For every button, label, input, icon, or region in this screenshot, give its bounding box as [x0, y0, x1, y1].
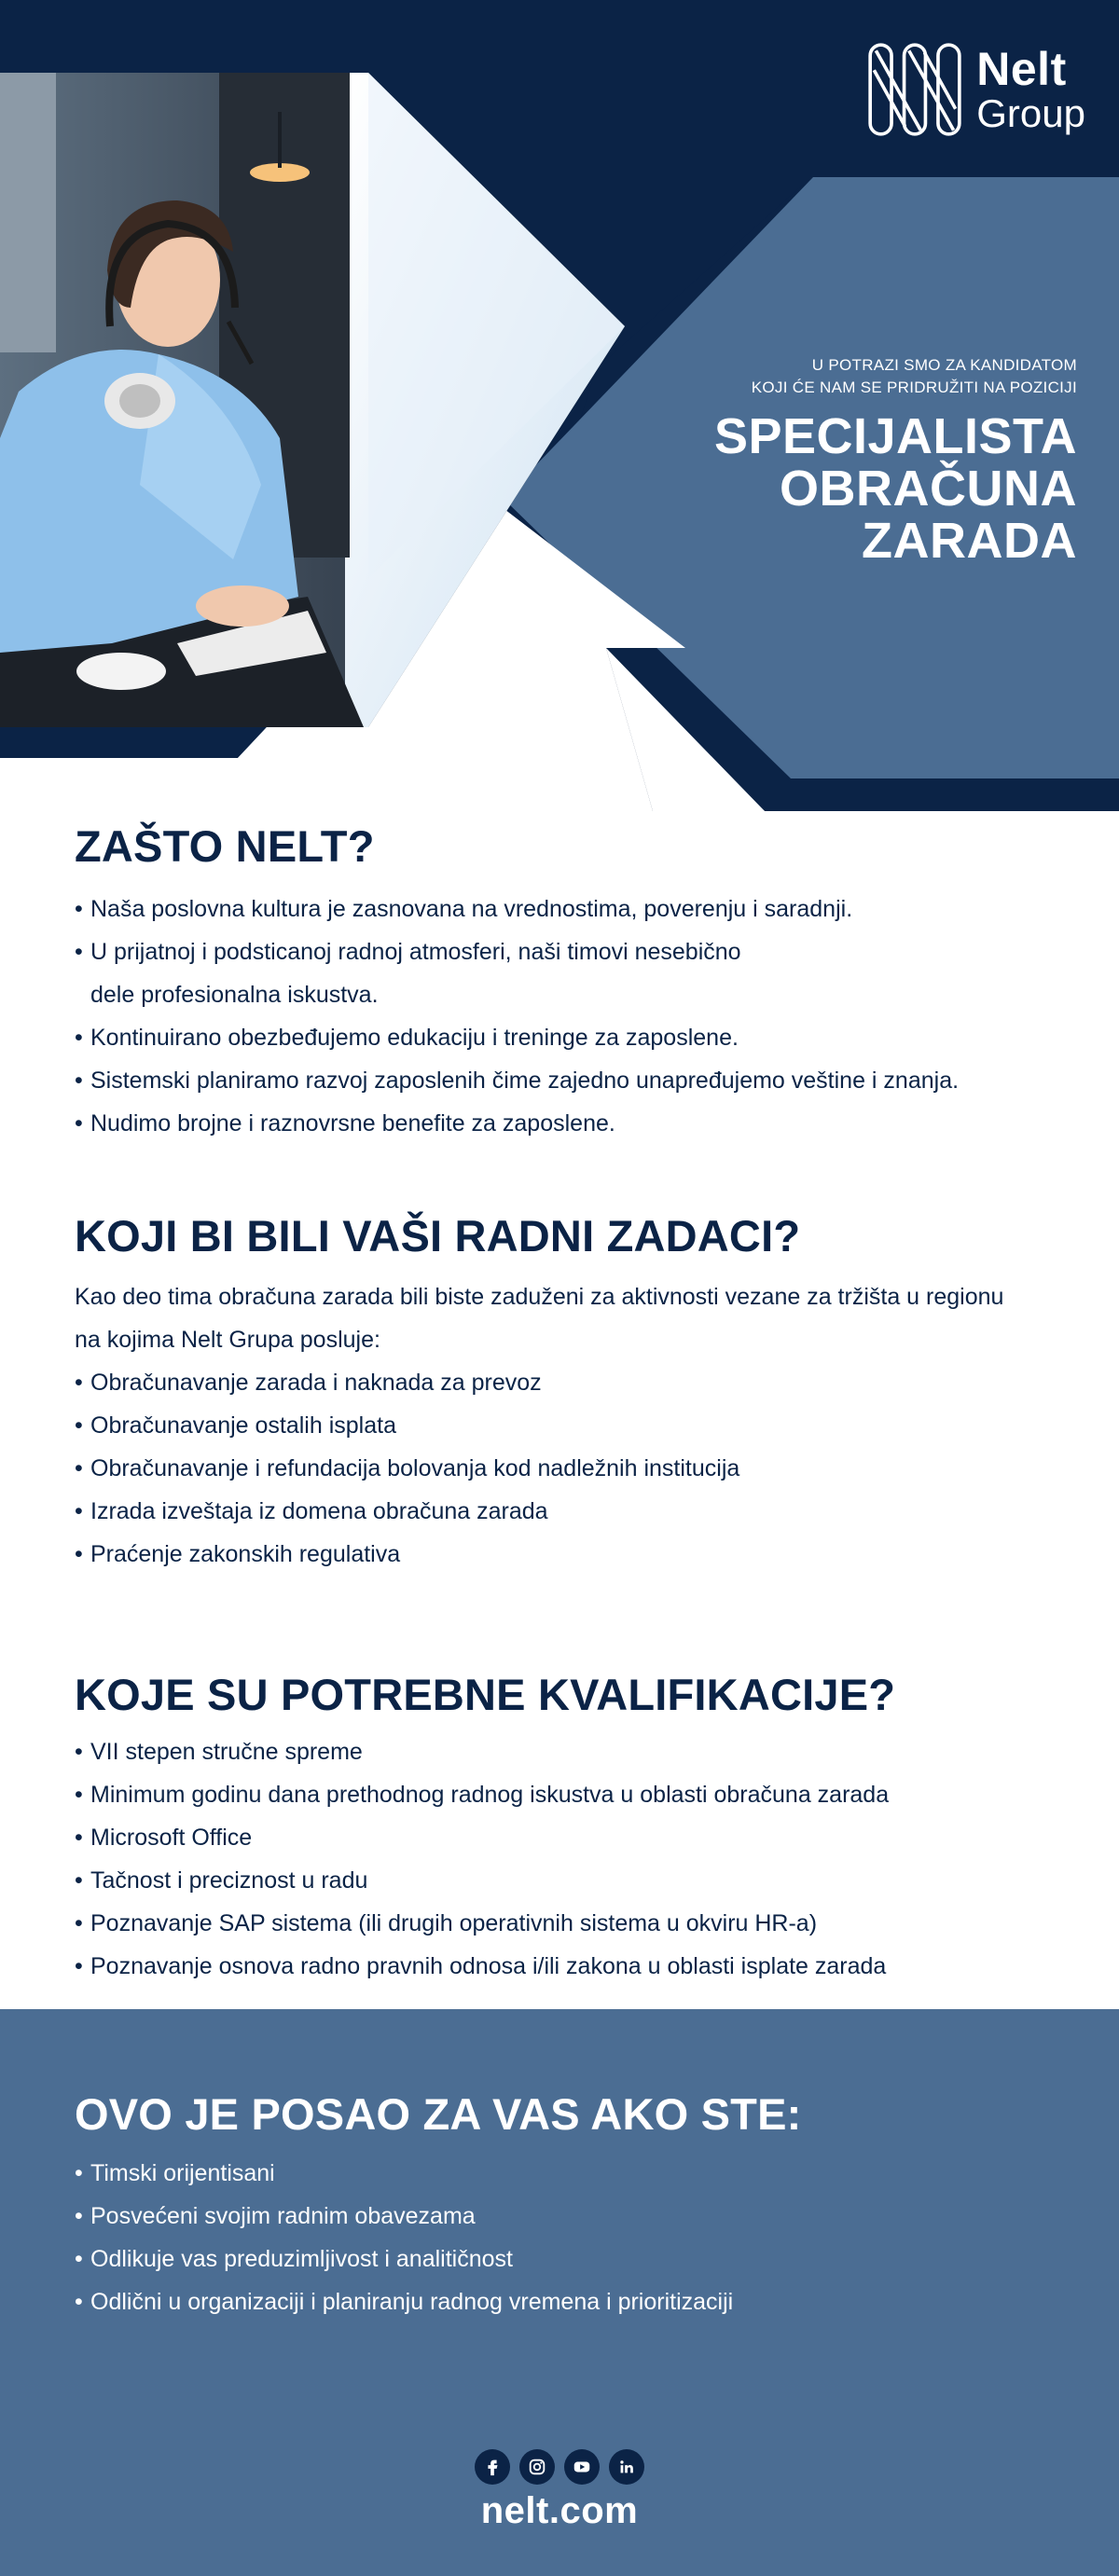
list-item: • Praćenje zakonskih regulativa — [75, 1533, 1082, 1576]
list-item: • Posvećeni svojim radnim obavezama — [75, 2195, 1082, 2238]
footer — [0, 2449, 1119, 2533]
list-item: • Odlični u organizaciji i planiranju radnog vremena i prioritizaciji — [75, 2280, 1082, 2323]
list-item: • VII stepen stručne spreme — [75, 1730, 1082, 1773]
job-title-line-3: ZARADA — [862, 513, 1077, 569]
ideal-candidate-section — [75, 2088, 1082, 2323]
job-tasks-section — [75, 1210, 1082, 1576]
list-item: • Kontinuirano obezbeđujemo edukaciju i treninge za zaposlene. — [75, 1016, 1082, 1059]
hero-text-block — [592, 354, 1077, 567]
job-title-line-2: OBRAČUNA — [780, 461, 1077, 517]
website-link[interactable]: nelt.com — [480, 2490, 639, 2531]
list-item: • Obračunavanje ostalih isplata — [75, 1404, 1082, 1447]
hero-intro-line-1: U POTRAZI SMO ZA KANDIDATOM — [811, 356, 1077, 374]
list-item: • Odlikuje vas preduzimljivost i analitičnost — [75, 2238, 1082, 2280]
why-nelt-section — [75, 820, 1082, 1145]
list-item: • Poznavanje osnova radno pravnih odnosa i/ili zakona u oblasti isplate zarada — [75, 1945, 1082, 1988]
ideal-candidate-heading: OVO JE POSAO ZA VAS AKO STE: — [75, 2089, 802, 2139]
list-item-continuation: dele profesionalna iskustva. — [90, 982, 379, 1008]
hero-banner — [0, 0, 1119, 811]
list-item: • Timski orijentisani — [75, 2152, 1082, 2195]
why-nelt-list — [75, 888, 1082, 1145]
job-tasks-intro: Kao deo tima obračuna zarada bili biste zaduženi za aktivnosti vezane za tržišta u regionu na kojima Nelt Grupa posluje: — [75, 1284, 1004, 1353]
list-item: • Tačnost i preciznost u radu — [75, 1859, 1082, 1902]
qualifications-list — [75, 1730, 1082, 1988]
list-item — [75, 930, 1082, 1016]
nelt-group-logo[interactable] — [866, 41, 1085, 138]
hero-intro — [592, 354, 1077, 399]
nelt-logo-mark-icon — [866, 41, 963, 138]
list-item: • Nudimo brojne i raznovrsne benefite za zaposlene. — [75, 1102, 1082, 1145]
facebook-icon[interactable] — [475, 2449, 510, 2485]
list-item: • Obračunavanje zarada i naknada za prevoz — [75, 1361, 1082, 1404]
list-item: • Minimum godinu dana prethodnog radnog iskustva u oblasti obračuna zarada — [75, 1773, 1082, 1816]
linkedin-icon[interactable] — [609, 2449, 644, 2485]
qualifications-heading: KOJE SU POTREBNE KVALIFIKACIJE? — [75, 1670, 896, 1719]
list-item: • Naša poslovna kultura je zasnovana na vrednostima, poverenju i saradnji. — [75, 888, 1082, 930]
hero-intro-line-2: KOJI ĆE NAM SE PRIDRUŽITI NA POZICIJI — [751, 379, 1077, 396]
list-item: • Sistemski planiramo razvoj zaposlenih čime zajedno unapređujemo veštine i znanja. — [75, 1059, 1082, 1102]
qualifications-section — [75, 1669, 1082, 1988]
job-title — [592, 410, 1077, 567]
job-tasks-list — [75, 1361, 1082, 1576]
list-item: • Microsoft Office — [75, 1816, 1082, 1859]
job-title-line-1: SPECIJALISTA — [713, 408, 1077, 464]
instagram-icon[interactable] — [519, 2449, 555, 2485]
youtube-icon[interactable] — [564, 2449, 600, 2485]
logo-name: Nelt — [976, 43, 1067, 95]
social-links — [0, 2449, 1119, 2485]
list-item: • Izrada izveštaja iz domena obračuna zarada — [75, 1490, 1082, 1533]
logo-group: Group — [976, 91, 1085, 135]
list-item: • Poznavanje SAP sistema (ili drugih operativnih sistema u okviru HR-a) — [75, 1902, 1082, 1945]
ideal-candidate-list — [75, 2152, 1082, 2323]
job-tasks-heading: KOJI BI BILI VAŠI RADNI ZADACI? — [75, 1211, 801, 1260]
list-item-text: U prijatnoj i podsticanoj radnoj atmosferi, naši timovi nesebično — [90, 939, 741, 965]
why-nelt-heading: ZAŠTO NELT? — [75, 821, 375, 871]
list-item: • Obračunavanje i refundacija bolovanja kod nadležnih institucija — [75, 1447, 1082, 1490]
